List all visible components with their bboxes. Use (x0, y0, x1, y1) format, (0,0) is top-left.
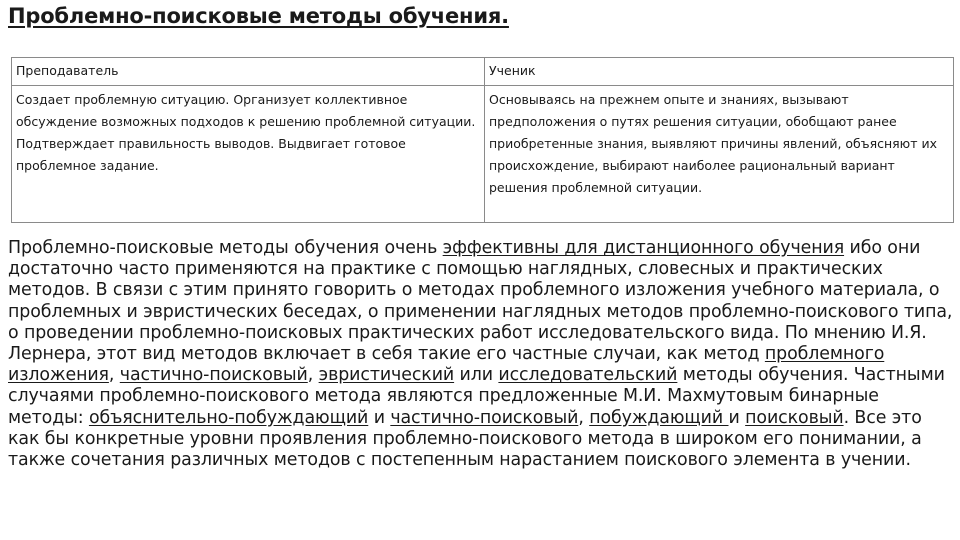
link-distance-learning[interactable]: эффективны для дистанционного обучения (442, 238, 845, 258)
text-segment: Проблемно-поисковые методы обучения очень (8, 238, 443, 258)
text-segment: . Все это как бы конкретные уровни проявления проблемно-поискового метода в широком его понимании, а также сочетания различных методов с постепенным нарастанием поискового элемента в учении. (8, 407, 922, 471)
link-explanatory-motivating[interactable]: объяснительно-побуждающий (88, 407, 369, 428)
link-partial-search[interactable]: частично-поисковый (119, 365, 308, 386)
link-heuristic[interactable]: эвристический (318, 365, 455, 386)
text-segment: , (578, 407, 590, 428)
text-segment: или (454, 365, 499, 386)
text-segment: , (108, 365, 120, 386)
cell-teacher-actions: Создает проблемную ситуацию. Организует коллективное обсуждение возможных подходов к решению проблемной ситуации. Подтверждает правильность выводов. Выдвигает готовое проблемное задание. (12, 86, 485, 223)
table-row (12, 86, 954, 223)
link-problem-presentation[interactable]: проблемного изложения (8, 344, 885, 386)
header-teacher: Преподаватель (12, 58, 485, 86)
text-segment: , (307, 365, 319, 386)
roles-table (11, 57, 954, 223)
slide-title: Проблемно-поисковые методы обучения. (8, 4, 509, 28)
cell-student-actions: Основываясь на прежнем опыте и знаниях, вызывают предположения о путях решения ситуации, обобщают ранее приобретенные знания, выявляют причины явлений, объясняют их происхождение, выбирают наиболее рациональный вариант решения проблемной ситуации. (485, 86, 954, 223)
link-partial-search-2[interactable]: частично-поисковый (390, 407, 579, 428)
text-segment: и (368, 407, 391, 428)
link-motivating[interactable]: побуждающий (589, 407, 729, 428)
body-paragraph (8, 238, 954, 471)
link-search[interactable]: поисковый (745, 407, 844, 428)
text-segment: методы обучения. Частными случаями проблемно-поискового метода являются предложенные М.И. Махмутовым бинарные методы: (8, 365, 945, 428)
text-segment: ибо они достаточно часто применяются на практике с помощью наглядных, словесных и практических методов. В связи с этим принято говорить о методах проблемного изложения учебного материала, о проблемных и эвристических беседах, о применении наглядных методов проблемно-поискового типа, о проведении проблемно-поисковых практических работ исследовательского вида. По мнению И.Я. Лернера, этот вид методов включает в себя такие его частные случаи, как метод (8, 238, 953, 365)
link-research[interactable]: исследовательский (498, 365, 678, 386)
text-segment: и (728, 407, 746, 428)
table-header-row (12, 58, 954, 86)
header-student: Ученик (485, 58, 954, 86)
